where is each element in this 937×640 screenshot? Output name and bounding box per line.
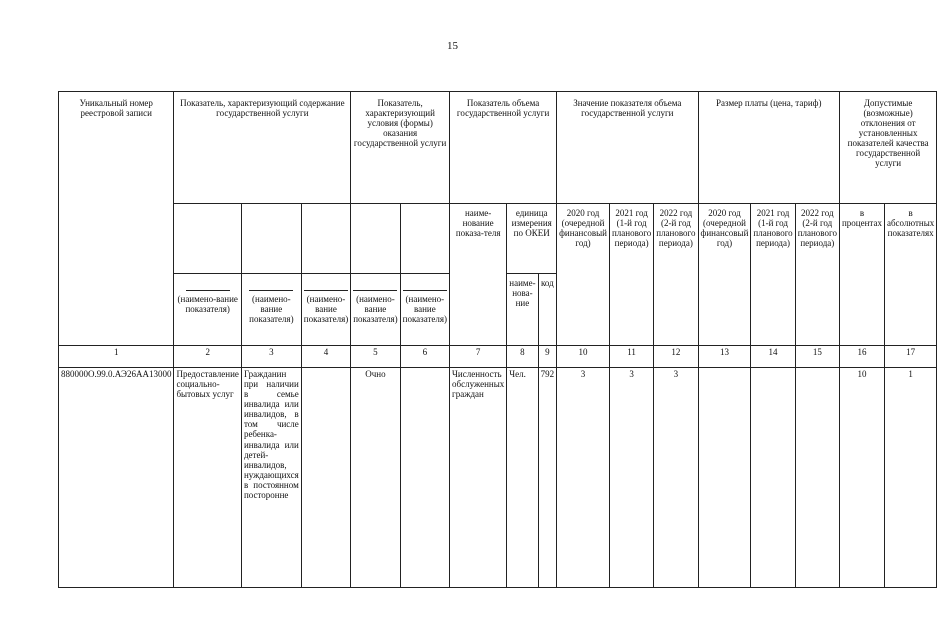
conditions-indicator-blank-1 xyxy=(351,204,400,274)
fee-2022 xyxy=(795,368,839,588)
name-label-cell-2 xyxy=(174,274,241,346)
header-volume-value: Значение показателя объема государственной услуги xyxy=(557,92,698,204)
column-number: 11 xyxy=(609,346,653,368)
service-volume-table xyxy=(58,91,937,588)
header-fee: Размер платы (цена, тариф) xyxy=(698,92,839,204)
name-label-cell-3 xyxy=(241,274,301,346)
subheader-volume-2022: 2022 год (2-й год планового периода) xyxy=(654,204,698,346)
volume-2021: 3 xyxy=(609,368,653,588)
content-indicator-blank-1 xyxy=(174,204,241,274)
volume-2022: 3 xyxy=(654,368,698,588)
conditions-indicator-2-value xyxy=(400,368,449,588)
conditions-indicator-blank-2 xyxy=(400,204,449,274)
header-volume-indicator: Показатель объема государственной услуги xyxy=(450,92,557,204)
deviation-percent: 10 xyxy=(839,368,884,588)
subheader-indicator-name: наиме-нование показа-теля xyxy=(450,204,507,346)
subheader-deviation-absolute: в абсолютных показателях xyxy=(884,204,936,346)
name-label-6: (наимено-вание показателя) xyxy=(402,294,448,325)
header-content-indicator: Показатель, характеризующий содержание государственной услуги xyxy=(174,92,351,204)
column-number: 14 xyxy=(751,346,795,368)
column-number: 7 xyxy=(450,346,507,368)
page-number: 15 xyxy=(447,40,458,52)
name-label-5: (наимено-вание показателя) xyxy=(353,294,398,325)
content-indicator-blank-2 xyxy=(241,204,301,274)
header-conditions-indicator: Показатель, характеризующий условия (формы) оказания государственной услуги xyxy=(351,92,450,204)
service-content: Предоставление социально-бытовых услуг xyxy=(174,368,241,588)
column-number: 15 xyxy=(795,346,839,368)
volume-indicator-name: Численность обслуженных граждан xyxy=(450,368,507,588)
column-number: 17 xyxy=(884,346,936,368)
column-number: 8 xyxy=(507,346,538,368)
column-number: 1 xyxy=(59,346,174,368)
registry-number: 880000О.99.0.АЭ26АА13000 xyxy=(59,368,174,588)
column-number: 3 xyxy=(241,346,301,368)
name-label-3: (наимено-вание показателя) xyxy=(249,294,294,325)
recipient-category: Гражданин при наличии в семье инвалида или инвалидов, в том числе ребенка-инвалида или детей-инвалидов, нуждающихся в постоянном посторонне xyxy=(241,368,301,588)
column-number: 16 xyxy=(839,346,884,368)
name-label-4: (наимено-вание показателя) xyxy=(303,294,349,325)
volume-2020: 3 xyxy=(557,368,610,588)
subheader-volume-2020: 2020 год (очередной финансовый год) xyxy=(557,204,610,346)
subheader-fee-2020: 2020 год (очередной финансовый год) xyxy=(698,204,751,346)
subheader-unit-code: код xyxy=(538,274,557,346)
subheader-unit-okei: единица измерения по ОКЕИ xyxy=(507,204,557,274)
subheader-fee-2022: 2022 год (2-й год планового периода) xyxy=(795,204,839,346)
column-number: 12 xyxy=(654,346,698,368)
subheader-deviation-percent: в процентах xyxy=(839,204,884,346)
service-form: Очно xyxy=(351,368,400,588)
column-number: 13 xyxy=(698,346,751,368)
column-number: 10 xyxy=(557,346,610,368)
header-unique-number: Уникальный номер реестровой записи xyxy=(59,92,174,346)
content-indicator-blank-3 xyxy=(301,204,350,274)
column-number: 6 xyxy=(400,346,449,368)
subheader-unit-name: наиме-нова-ние xyxy=(507,274,538,346)
subheader-volume-2021: 2021 год (1-й год планового периода) xyxy=(609,204,653,346)
column-number: 5 xyxy=(351,346,400,368)
name-label-cell-4 xyxy=(301,274,350,346)
name-label-cell-5 xyxy=(351,274,400,346)
column-number: 4 xyxy=(301,346,350,368)
name-label-2: (наимено-вание показателя) xyxy=(177,294,238,315)
column-number: 2 xyxy=(174,346,241,368)
name-label-cell-6 xyxy=(400,274,449,346)
deviation-absolute: 1 xyxy=(884,368,936,588)
header-deviations: Допустимые (возможные) отклонения от установленных показателей качества государственной услуги xyxy=(839,92,936,204)
unit-code: 792 xyxy=(538,368,557,588)
fee-2020 xyxy=(698,368,751,588)
fee-2021 xyxy=(751,368,795,588)
subheader-fee-2021: 2021 год (1-й год планового периода) xyxy=(751,204,795,346)
column-number: 9 xyxy=(538,346,557,368)
content-indicator-3-value xyxy=(301,368,350,588)
unit-name: Чел. xyxy=(507,368,538,588)
